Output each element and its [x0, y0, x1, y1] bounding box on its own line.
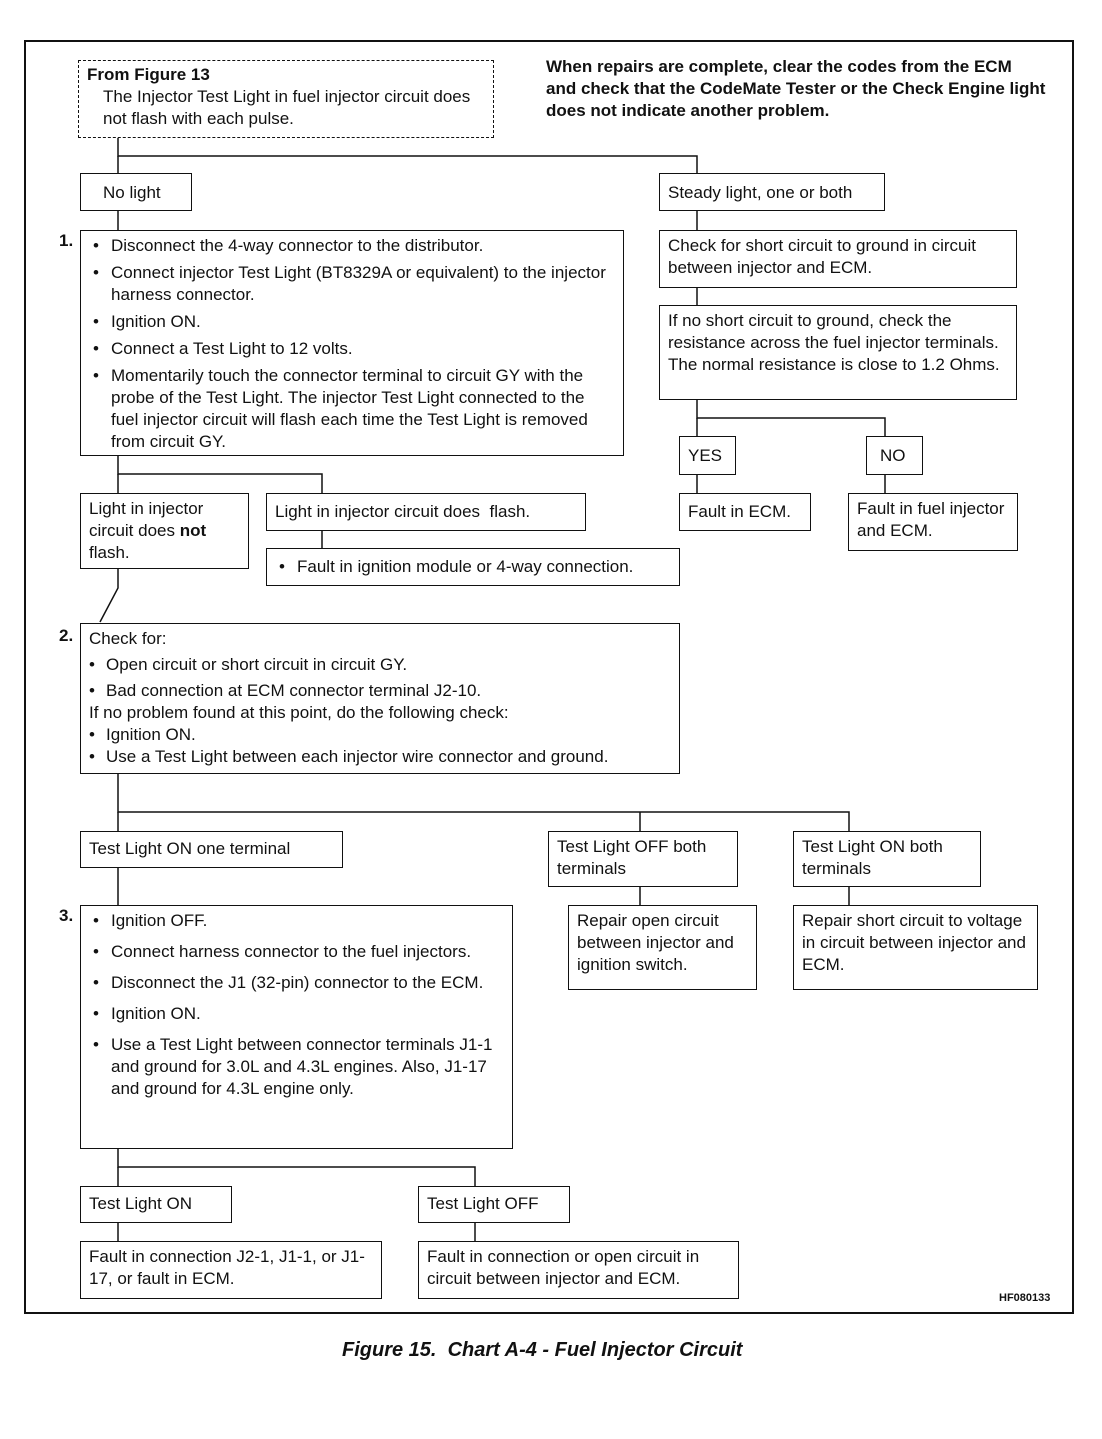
step2-middle: If no problem found at this point, do the following check:: [89, 703, 509, 722]
from-figure-box: [78, 60, 494, 138]
light-not-flash-bold: not: [179, 521, 207, 540]
step3-bullet: • Use a Test Light between connector terminals J1-1 and ground for 3.0L and 4.3L engines. Also, J1-17 and ground for 4.3L engine only.: [89, 1034, 504, 1100]
step3-bullet: • Ignition ON.: [89, 1003, 504, 1025]
test-light-off-box: Test Light OFF: [418, 1186, 570, 1223]
step2-bullet: • Use a Test Light between each injector wire connector and ground.: [89, 746, 671, 768]
fault-connection-j2-box: Fault in connection J2-1, J1-1, or J1-17, or fault in ECM.: [80, 1241, 382, 1299]
light-does-flash-box: Light in injector circuit does flash.: [266, 493, 586, 531]
fault-injector-ecm-box: Fault in fuel injector and ECM.: [848, 493, 1018, 551]
yes-box: YES: [679, 436, 736, 475]
check-short-box: Check for short circuit to ground in circuit between injector and ECM.: [659, 230, 1017, 288]
test-on-both-box: Test Light ON both terminals: [793, 831, 981, 887]
fault-ecm-box: Fault in ECM.: [679, 493, 811, 531]
step-number-3: 3.: [59, 906, 74, 925]
figure-caption: Figure 15. Chart A-4 - Fuel Injector Circuit: [342, 1339, 743, 1361]
connector-split-3: [118, 774, 849, 831]
step2-bullet: • Ignition ON.: [89, 724, 671, 746]
from-figure-text: The Injector Test Light in fuel injector circuit does not flash with each pulse.: [103, 87, 471, 128]
test-light-on-box: Test Light ON: [80, 1186, 232, 1223]
step3-bullet: • Ignition OFF.: [89, 910, 504, 932]
connector-split-1: [118, 138, 697, 173]
connector-to-step2: [100, 568, 118, 622]
connector-split-2: [118, 456, 322, 493]
fault-ignition-text: • Fault in ignition module or 4-way connection.: [275, 556, 671, 578]
step3-bullet: • Disconnect the J1 (32-pin) connector to the ECM.: [89, 972, 504, 994]
step3-box: [80, 905, 513, 1149]
step2-bullet: • Bad connection at ECM connector terminal J2-10.: [89, 680, 671, 702]
step1-box: [80, 230, 624, 456]
step-number-1: 1.: [59, 231, 74, 250]
check-resistance-box: If no short circuit to ground, check the resistance across the fuel injector terminals. The normal resistance is close to 1.2 Ohms.: [659, 305, 1017, 400]
step2-bullet: • Open circuit or short circuit in circuit GY.: [89, 654, 671, 676]
from-figure-title: From Figure 13: [87, 65, 210, 84]
repair-open-box: Repair open circuit between injector and ignition switch.: [568, 905, 757, 990]
step-number-2: 2.: [59, 626, 74, 645]
step2-heading: Check for:: [89, 629, 167, 648]
header-note: When repairs are complete, clear the codes from the ECM and check that the CodeMate Tester or the Check Engine light does not indicate another problem.: [546, 57, 1046, 120]
step1-bullet: • Connect injector Test Light (BT8329A or equivalent) to the injector harness connector.: [89, 262, 615, 306]
light-not-flash-text: Light in injector circuit does: [89, 499, 204, 540]
step1-bullet: • Connect a Test Light to 12 volts.: [89, 338, 615, 360]
light-not-flash-box: [80, 493, 249, 569]
steady-light-box: Steady light, one or both: [659, 173, 885, 211]
connector-split-yes-no: [697, 400, 885, 436]
no-light-box: No light: [80, 173, 192, 211]
step1-bullet: • Ignition ON.: [89, 311, 615, 333]
figure-code: HF080133: [999, 1292, 1051, 1304]
connector-split-4: [118, 1149, 475, 1186]
step1-bullet: • Momentarily touch the connector terminal to circuit GY with the probe of the Test Light. The injector Test Light connected to the fuel injector circuit will flash each time the Test Light is removed from circuit GY.: [89, 365, 615, 453]
test-on-one-box: Test Light ON one terminal: [80, 831, 343, 868]
step2-box: [80, 623, 680, 774]
light-not-flash-text-end: flash.: [89, 543, 130, 562]
no-box: NO: [866, 436, 923, 475]
fault-connection-open-box: Fault in connection or open circuit in circuit between injector and ECM.: [418, 1241, 739, 1299]
step1-bullet: • Disconnect the 4-way connector to the distributor.: [89, 235, 615, 257]
repair-short-box: Repair short circuit to voltage in circuit between injector and ECM.: [793, 905, 1038, 990]
fault-ignition-box: [266, 548, 680, 586]
step3-bullet: • Connect harness connector to the fuel injectors.: [89, 941, 504, 963]
test-off-both-box: Test Light OFF both terminals: [548, 831, 738, 887]
